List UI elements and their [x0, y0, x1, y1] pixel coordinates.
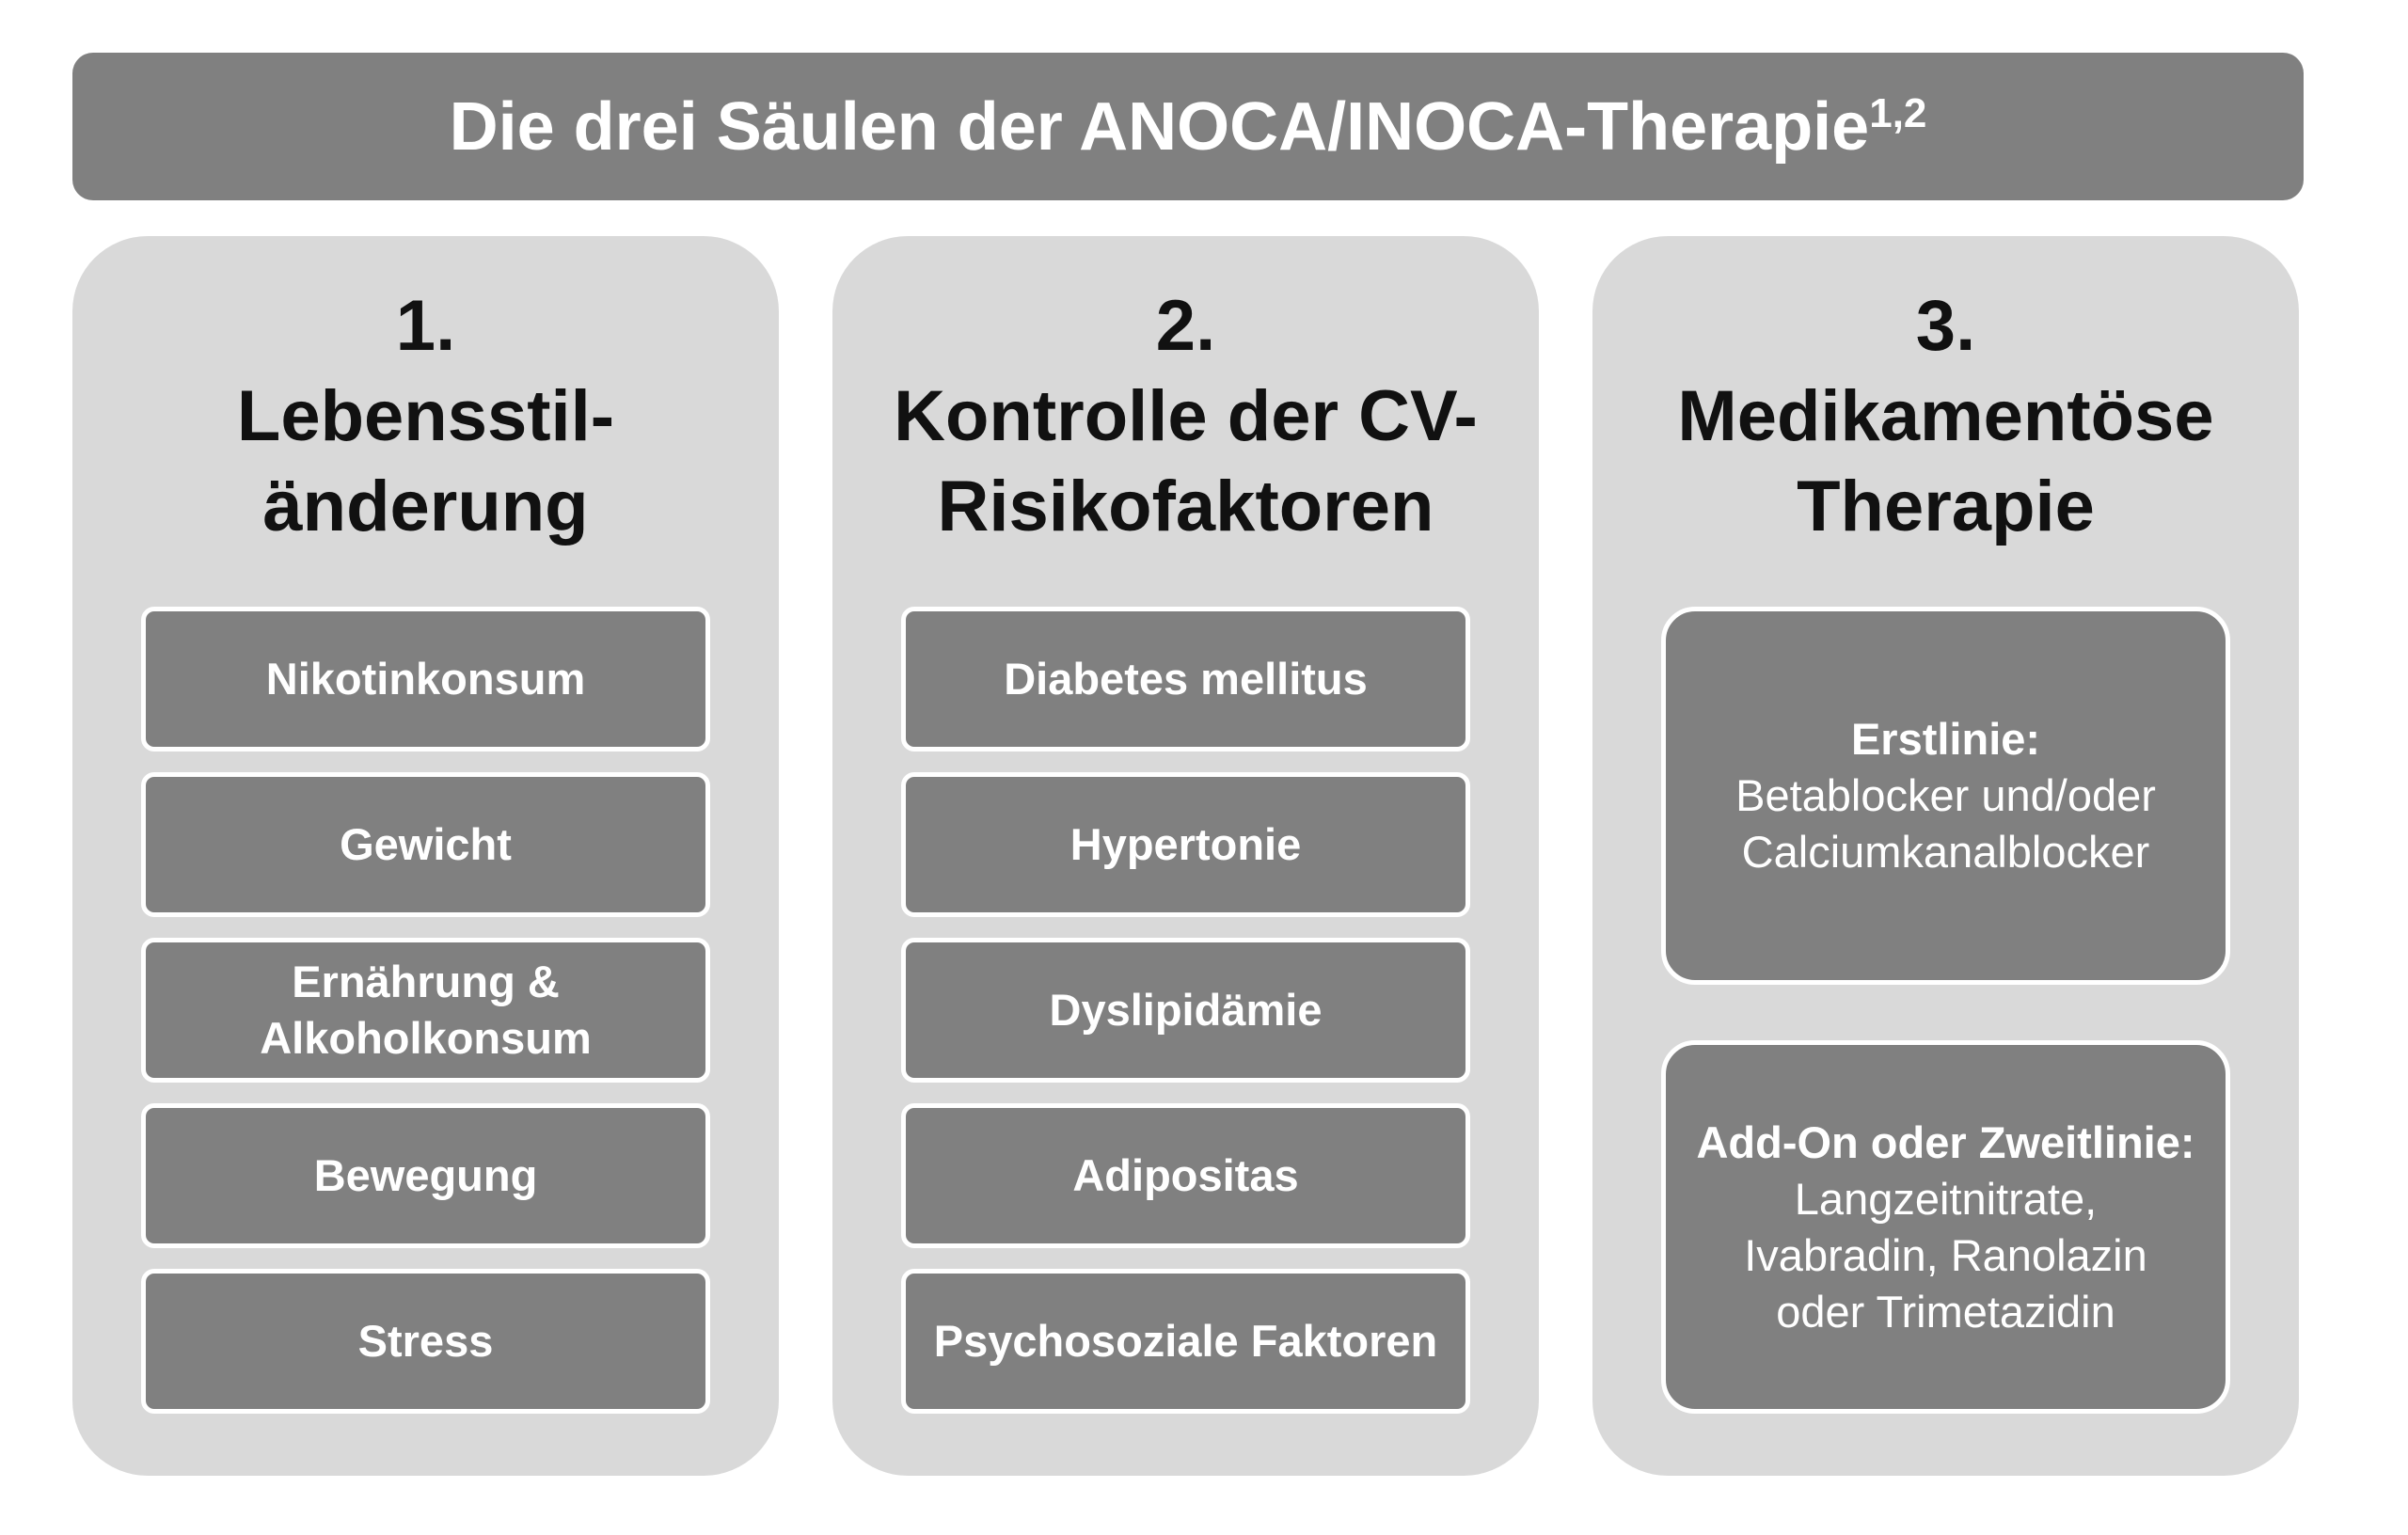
therapy-label: Add-On oder Zweitlinie: [1696, 1116, 2195, 1167]
pillar-number: 2. [1155, 286, 1216, 366]
second-line-therapy-box [1661, 1040, 2230, 1414]
pillar-heading-line: änderung [262, 467, 589, 546]
therapy-text: Betablocker und/oder Calciumkanalblocker [1735, 770, 2156, 877]
pillar-heading-line: Lebensstil- [236, 376, 615, 456]
pillar-heading [72, 281, 779, 552]
pillar-risk-factors [832, 236, 1539, 1476]
item-box: Nikotinkonsum [141, 607, 710, 752]
item-box: Gewicht [141, 772, 710, 917]
pillar-heading [832, 281, 1539, 552]
pillar-heading-line: Risikofaktoren [937, 467, 1434, 546]
pillar-number: 1. [395, 286, 456, 366]
pillar-heading [1592, 281, 2299, 552]
item-box: Adipositas [901, 1103, 1470, 1248]
therapy-label: Erstlinie: [1850, 714, 2041, 764]
item-box: Stress [141, 1269, 710, 1414]
item-box: Ernährung & Alkoholkonsum [141, 938, 710, 1083]
pillar-medication [1592, 236, 2299, 1476]
first-line-therapy-box [1661, 607, 2230, 985]
title-banner [72, 53, 2304, 200]
pillar-heading-line: Medikamentöse [1677, 376, 2214, 456]
therapy-text: Langzeitnitrate, Ivabradin, Ranolazin oder Trimetazidin [1744, 1173, 2147, 1337]
pillar-number: 3. [1915, 286, 1976, 366]
item-box: Psychosoziale Faktoren [901, 1269, 1470, 1414]
item-box: Hypertonie [901, 772, 1470, 917]
pillar-heading-line: Therapie [1797, 467, 2095, 546]
item-box: Diabetes mellitus [901, 607, 1470, 752]
pillar-lifestyle [72, 236, 779, 1476]
item-box: Bewegung [141, 1103, 710, 1248]
item-box: Dyslipidämie [901, 938, 1470, 1083]
title-superscript: 1,2 [1869, 89, 1927, 136]
pillar-heading-line: Kontrolle der CV- [894, 376, 1478, 456]
title-text: Die drei Säulen der ANOCA/INOCA-Therapie [449, 88, 1870, 165]
